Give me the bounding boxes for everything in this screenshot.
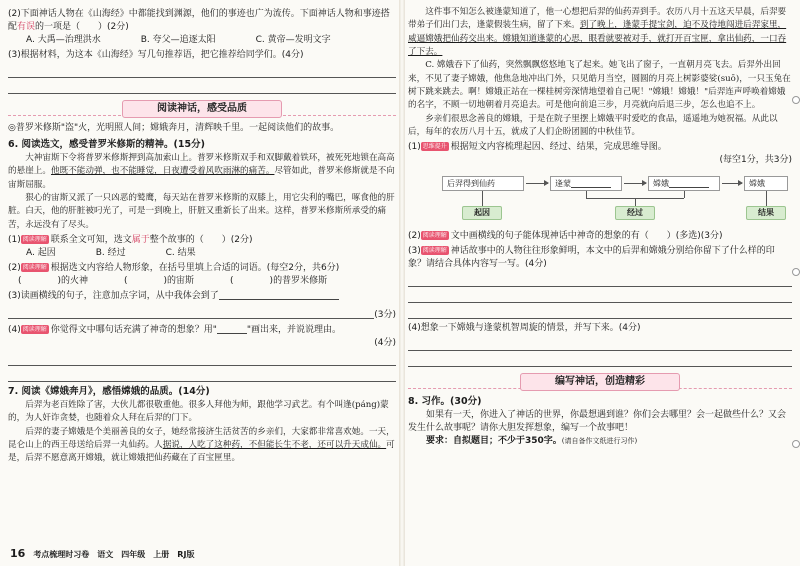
answer-line[interactable]	[8, 369, 396, 382]
q6-sub2-blanks[interactable]: ( )的火神 ( )的宙斯 ( )的普罗米修斯	[18, 276, 328, 287]
fill-blank[interactable]	[219, 290, 339, 300]
tag-badge: 阅读理解	[422, 247, 447, 255]
q6-sub3-score: (3分)	[374, 310, 396, 321]
binding-hole-icon	[792, 440, 800, 448]
answer-line[interactable]	[8, 65, 396, 78]
q7-sub1-score: (每空1分，共3分)	[719, 155, 792, 166]
section-banner-wrap	[408, 373, 792, 391]
q7-passage-continued: 这件事不知怎么被逢蒙知道了，他一心想把后羿的仙药弄到手。农历八月十五这天早晨，后羿要带弟子们出门去，逢蒙假装生病，留了下来。到了晚上，逢蒙手提宝剑，迫不及待地闯进后羿家里，威逼嫦娥把仙药交出来。嫦娥知道逢蒙的心思，眼看就要被对手，就打开百宝匣，拿出仙药，一口吞了下去。 C. 嫦娥吞下了仙药，突然飘飘悠悠地飞了起来。她飞出了窗子，一直朝月亮飞去。后羿外出回来，不见了妻子嫦娥，他焦急地冲出门外，只见皓月当空，圆圆的月亮上树影婆娑(suō)，一只玉兔在树下跳来跳去。啊！嫦娥正站在一棵桂树旁深情地望着自己呢！"嫦娥！嫦娥！"后羿连声呼唤着嫦娥的名字，不顾一切地朝着月亮追去。可是他向前追三步，月亮就向后退三步，怎么也追不上。 乡亲们很思念善良的嫦娥，于是在院子里摆上嫦娥平时爱吃的食品，遥遥地为她祝福。从此以后，每年的农历八月十五，就成了人们企盼团圆的中秋佳节。	[408, 7, 791, 137]
left-column	[8, 6, 396, 561]
q6-sub4: (4) 阅读理解 你觉得文中哪句话充满了神奇的想象？用" "画出来，并说说理由。	[8, 325, 342, 336]
answer-line[interactable]	[8, 81, 396, 94]
connector	[586, 191, 587, 198]
tag-badge: 思维提升	[422, 143, 447, 151]
q7-sub1: (1) 思维提升 根据短文内容梳理起因、经过、结果，完成思维导图。	[408, 142, 667, 153]
q7-underlined-sentence-2: 到了晚上，逢蒙手提宝剑，迫不及待地闯进后羿家里，威逼嫦娥把仙药交出来。嫦娥知道逢蒙的心思，	[408, 20, 787, 44]
answer-line[interactable]	[408, 306, 792, 319]
tag-badge: 阅读理解	[22, 235, 47, 243]
footer-title: 考点梳理时习卷 语文 四年级 上册 RJ版	[33, 550, 195, 560]
q2-option-a[interactable]: A. 大禹—治理洪水	[26, 35, 101, 46]
label-process: 经过	[615, 206, 655, 220]
tag-badge: 阅读理解	[22, 326, 47, 334]
fill-blank	[217, 324, 247, 334]
section-banner-read: 阅读神话，感受品质	[122, 100, 282, 118]
q7-sub3: (3) 阅读理解 神话故事中的人物往往形象鲜明，本文中的后羿和嫦娥分别给你留下了什么样的印象？请结合具体内容写一写。(4分)	[408, 246, 775, 270]
q7-title: 7. 阅读《嫦娥奔月》，感悟嫦娥的品质。(14分)	[8, 386, 210, 398]
q6-option-b[interactable]: B. 经过	[95, 247, 126, 258]
label-result: 结果	[746, 206, 786, 220]
arrow-icon	[526, 183, 548, 184]
q2-option-c[interactable]: C. 黄帝—发明文字	[255, 35, 331, 46]
q2-options	[8, 34, 396, 47]
binding-hole-icon	[792, 96, 800, 104]
tag-badge: 阅读理解	[422, 232, 447, 240]
arrow-icon	[722, 183, 742, 184]
mind-map-box-process-1[interactable]: 逢蒙	[550, 176, 622, 191]
q6-option-a[interactable]: A. 起因	[26, 247, 56, 258]
connector	[482, 191, 483, 206]
q7-sub4: (4)想象一下嫦娥与逢蒙机智周旋的情景，并写下来。(4分)	[408, 323, 641, 334]
fill-blank[interactable]	[571, 178, 611, 188]
q2-highlight: 有误	[17, 22, 36, 33]
q8-requirements: 要求：自拟题目；不少于350字。(请自备作文纸进行习作)	[426, 436, 638, 447]
answer-line[interactable]	[408, 290, 792, 303]
answer-line[interactable]	[8, 353, 396, 366]
q6-sub4-score: (4分)	[374, 338, 396, 349]
answer-line[interactable]	[408, 338, 792, 351]
fill-blank[interactable]	[669, 178, 709, 188]
section-intro: ◎普罗米修斯"盗"火，光明照人间；嫦娥奔月，清辉映千里。一起阅读他们的故事。	[8, 123, 340, 134]
q3-stem: (3)根据材料，为这本《山海经》写几句推荐语，把它推荐给同学们。(4分)	[8, 50, 304, 61]
q8-title: 8. 习作。(30分)	[408, 396, 482, 408]
arrow-icon	[624, 183, 646, 184]
label-cause: 起因	[462, 206, 502, 220]
q6-option-c[interactable]: C. 结果	[165, 247, 196, 258]
q8-body: 如果有一天，你进入了神话的世界，你最想遇到谁？你们会去哪里？会一起做些什么？又会发生什么故事呢？请你大胆发挥想象，编写一个故事吧！	[408, 410, 787, 434]
q6-sub2: (2) 阅读理解 根据选文内容给人物形象，在括号里填上合适的词语。(每空2分，共6分)	[8, 262, 340, 273]
page-gutter	[399, 0, 405, 566]
connector	[684, 191, 685, 198]
connector	[635, 198, 636, 206]
answer-line[interactable]	[408, 354, 792, 367]
mind-map-box-process-2[interactable]: 嫦娥	[648, 176, 720, 191]
answer-line[interactable]	[408, 274, 792, 287]
q6-passage: 大神宙斯下令将普罗米修斯押到高加索山上。普罗米修斯双手和双脚戴着铁环，被死死地锁在高高的悬崖上。他既不能动弹，也不能睡觉，日夜遭受着风吹雨淋的痛苦。尽管如此，普罗米修斯就是不向宙斯屈服。 狠心的宙斯又派了一只凶恶的鹫鹰，每天站在普罗米修斯的双膝上，用它尖利的嘴巴，啄食他的肝脏。白天，他的肝脏被叼光了，可是一到晚上，肝脏又重新长了出来。这样，普罗米修斯所承受的痛苦，永远没有了尽头。	[8, 153, 395, 230]
right-column	[408, 6, 792, 558]
connector	[766, 191, 767, 206]
q7-passage: 后羿为老百姓除了害，大伙儿都很敬重他。很多人拜他为师，跟他学习武艺。有个叫逢(páng)蒙的，为人奸诈贪婪，也随着众人拜在后羿的门下。 后羿的妻子嫦娥是个美丽善良的女子，她经常接济生活贫苦的乡亲们，大家都非常喜欢她。一天，昆仑山上的西王母送给后羿一丸仙药。人据说，人吃了这种药，不但能长生不老，还可以升天成仙。可是，后羿不愿意离开嫦娥，就让嫦娥把仙药藏在了百宝匣里。	[8, 399, 395, 464]
page-number: 16	[10, 547, 26, 561]
q6-sub1: (1) 阅读理解 联系全文可知，选文属于整个故事的（ ）(2分)	[8, 234, 253, 245]
mind-map	[408, 170, 792, 228]
mind-map-box-result[interactable]: 嫦娥	[744, 176, 788, 191]
binding-hole-icon	[792, 268, 800, 276]
tag-badge: 阅读理解	[22, 263, 47, 271]
q6-sub3: (3)读画横线的句子，注意加点字词，从中我体会到了	[8, 290, 396, 303]
q6-title: 6. 阅读选文，感受普罗米修斯的精神。(15分)	[8, 139, 205, 151]
q7-sub2: (2) 阅读理解 文中画横线的句子能体现神话中神奇的想象的有（ ）(多选)(3分)	[408, 231, 723, 242]
page-footer	[10, 546, 194, 562]
q6-underlined-sentence: 他既不能动弹，也不能睡觉，日夜遭受着风吹雨淋的痛苦。	[50, 166, 275, 177]
section-banner-write: 编写神话，创造精彩	[520, 373, 680, 391]
mind-map-box-cause: 后羿得到仙药	[442, 176, 524, 191]
q2-option-b[interactable]: B. 夸父—追逐太阳	[140, 35, 216, 46]
section-banner-wrap	[8, 100, 396, 118]
q2-stem: (2)下面神话人物在《山海经》中都能找到渊源，他们的事迹也广为流传。下面神话人物和事迹搭配有误的一项是（ ）(2分)	[8, 9, 390, 33]
answer-line[interactable]	[8, 306, 374, 319]
q7-underlined-sentence: 据说，人吃了这种药，不但能长生不老，还可以升天成仙。	[162, 439, 387, 450]
q6-sub3-row	[8, 303, 396, 322]
q6-sub1-options	[8, 247, 396, 260]
